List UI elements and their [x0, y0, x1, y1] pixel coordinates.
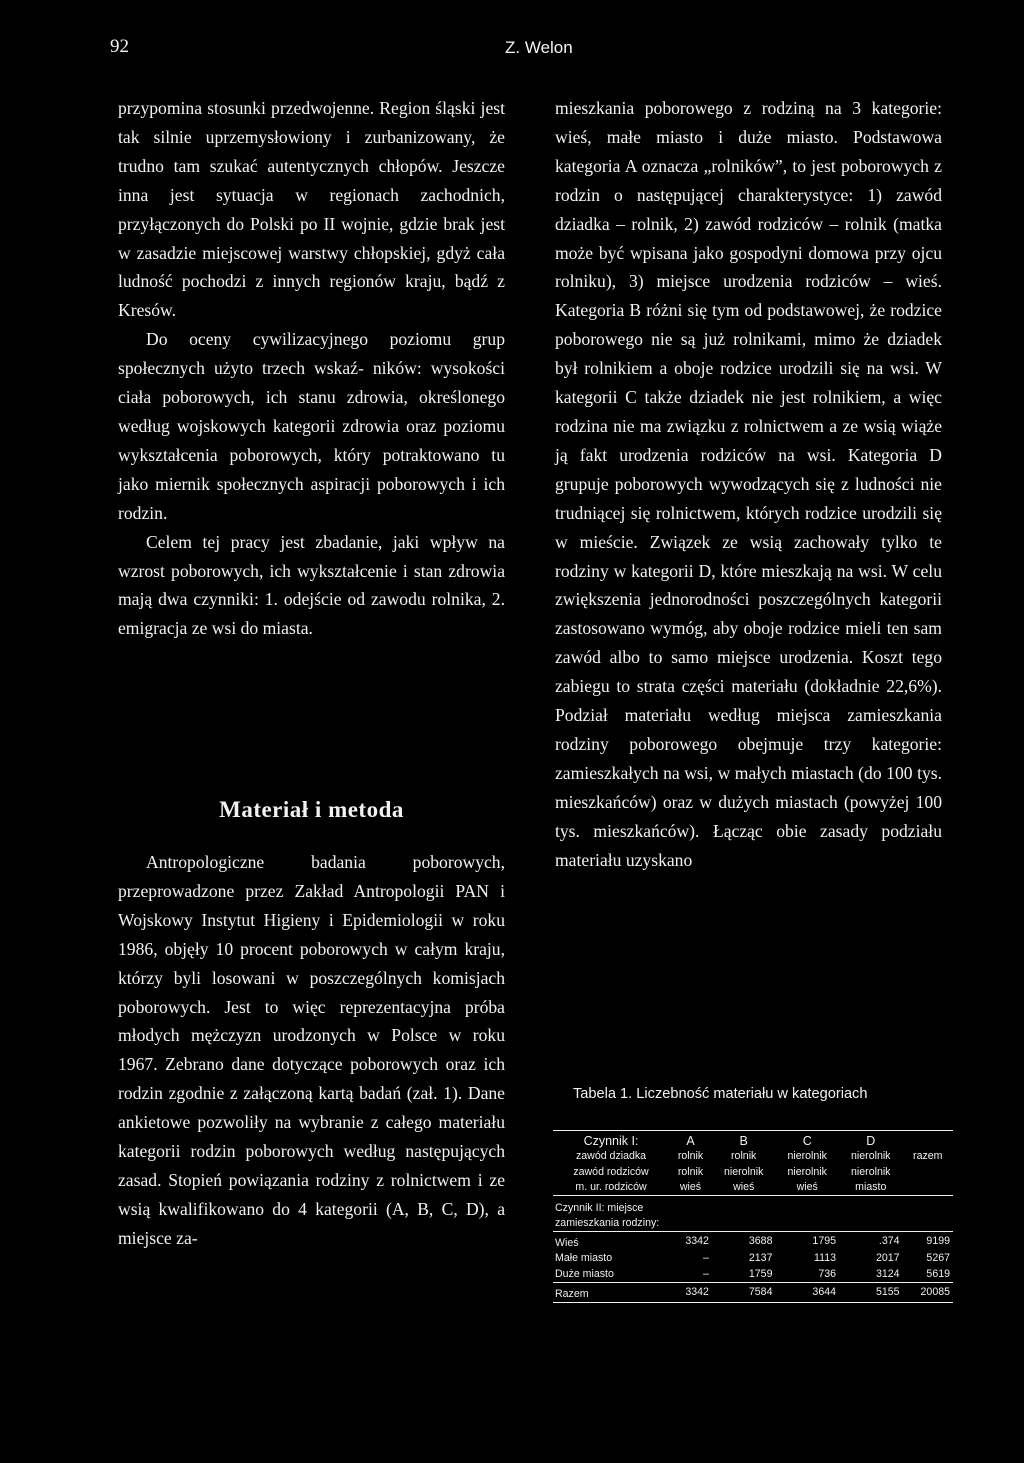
table-cell: wieś	[796, 1181, 818, 1194]
table-cell: rolnik	[731, 1150, 757, 1163]
right-column	[555, 94, 942, 874]
table-cell: 5619	[903, 1266, 953, 1282]
paragraph: Do oceny cywilizacyjnego poziomu grup społecznych użyto trzech wskaź- ników: wysokości ciała poborowych, ich stanu zdrowia, określonego według wojskowych kategorii zdrowia oraz poziomu wykształcenia poborowych, który potraktowano tu jako miernik społecznych aspiracji poborowych i ich rodzin.	[118, 329, 505, 523]
page-number: 92	[110, 36, 129, 57]
table-cell: Razem	[553, 1282, 669, 1303]
table-total-row	[553, 1282, 953, 1303]
table-cell: razem	[913, 1150, 943, 1163]
left-column	[118, 94, 505, 643]
table-cell: 3342	[669, 1282, 712, 1303]
table-header-row	[553, 1131, 953, 1149]
table-cell: B	[712, 1131, 776, 1149]
table-cell: Wieś	[553, 1232, 669, 1251]
table-cell: C	[775, 1131, 839, 1149]
table-cell: 3688	[712, 1232, 776, 1251]
table-cell: zawód dziadka	[575, 1150, 647, 1163]
paragraph: mieszkania poborowego z rodziną na 3 kategorie: wieś, małe miasto i duże miasto. Podstawowa kategoria A oznacza „rolników”, to jest poborowych z rodzin o następującej charakterystyce: 1) zawód dziadka – rolnik, 2) zawód rodziców – rolnik (matka może być wpisana jako gospodyni domowa przy ojcu rolniku), 3) miejsce urodzenia rodziców – wieś. Kategoria B różni się tym od podstawowej, że rodzice poborowego nie są już rolnikami, mimo że dziadek był rolnikiem a oboje rodzice urodzili się na wsi. W kategorii C także dziadek nie jest rolnikiem, a więc rodzina nie ma związku z rolnictwem a ze wsią wiąże ją fakt urodzenia rodziców na wsi. Kategoria D grupuje poborowych wywodzących się z ludności nie trudniącej się rolnictwem, których rodzice urodzili się w mieście. Związek ze wsią zachowały tylko te rodziny w kategorii D, które mieszkają na wsi. W celu zwiększenia jednorodności poszczególnych kategorii zastosowano wymóg, aby oboje rodzice mieli ten sam zawód albo to samo miejsce urodzenia. Koszt tego zabiegu to strata części materiału (dokładnie 22,6%). Podział materiału według miejsca zamieszkania rodziny poborowego obejmuje trzy kategorie: zamieszkałych na wsi, w małych miastach (do 100 tys. mieszkańców) oraz w dużych miastach (powyżej 100 tys. mieszkańców). Łącząc obie zasady podziału materiału uzyskano	[555, 98, 942, 870]
table-cell: 1795	[775, 1232, 839, 1251]
table-header-row	[553, 1149, 953, 1165]
table-cell: –	[703, 1252, 709, 1265]
table-cell: Czynnik II: miejsce	[553, 1196, 953, 1216]
table-cell: 7584	[712, 1282, 776, 1303]
table-cell: A	[669, 1131, 712, 1149]
table-cell	[903, 1164, 953, 1180]
table-cell: 5267	[926, 1252, 950, 1265]
table-cell: 1759	[712, 1266, 776, 1282]
table-cell	[903, 1180, 953, 1196]
paragraph: Celem tej pracy jest zbadanie, jaki wpływ na wzrost poborowych, ich wykształcenie i stan zdrowia mają dwa czynniki: 1. odejście od zawodu rolnika, 2. emigracja ze wsi do miasta.	[118, 531, 505, 639]
table-subheader-row	[553, 1216, 953, 1232]
table-cell: m. ur. rodziców	[575, 1181, 647, 1194]
table-cell: Czynnik I:	[553, 1131, 669, 1149]
table-cell: miasto	[855, 1181, 887, 1194]
table-cell: wieś	[733, 1181, 755, 1194]
table-cell: zawód rodziców	[573, 1165, 649, 1178]
section-heading: Materiał i metoda	[219, 797, 404, 822]
table-subheader-row	[553, 1196, 953, 1216]
table-cell: nierolnik	[851, 1150, 891, 1163]
table-cell: 3124	[839, 1266, 903, 1282]
table-cell: 3644	[775, 1282, 839, 1303]
table-cell: 9199	[903, 1232, 953, 1251]
paragraph: przypomina stosunki przedwojenne. Region śląski jest tak silnie uprzemysłowiony i zurbanizowany, że trudno tam szukać autentycznych chłopów. Jeszcze inna jest sytuacja w regionach zachodnich, przyłączonych do Polski po II wojnie, gdzie brak jest w zasadzie miejscowej warstwy chłopskiej, gdyż cała ludność pochodzi z innych regionów kraju, bądź z Kresów.	[118, 98, 505, 321]
data-table	[553, 1130, 953, 1303]
section-body	[118, 848, 505, 1253]
running-header-author: Z. Welon	[505, 38, 573, 57]
table-cell: D	[839, 1131, 903, 1149]
table-cell: wieś	[679, 1181, 702, 1194]
table-cell: 736	[775, 1266, 839, 1282]
table-cell: nierolnik	[723, 1165, 764, 1178]
paragraph: Antropologiczne badania poborowych, przeprowadzone przez Zakład Antropologii PAN i Wojskowy Instytut Higieny i Epidemiologii w roku 1986, objęły 10 procent poborowych w całym kraju, którzy byli losowani w poszczególnych komisjach poborowych. Jest to więc reprezentacyjna próba młodych mężczyzn urodzonych w Polsce w roku 1967. Zebrano dane dotyczące poborowych oraz ich rodzin zgodnie z załączoną kartą badań (zał. 1). Dane ankietowe pozwoliły na wybranie z całego materiału kategorii rodzin poborowych według następujących zasad. Stopień powiązania rodziny z rolnictwem i ze wsią kwalifikowano do 4 kategorii (A, B, C, D), a miejsce za-	[118, 852, 505, 1248]
table-cell	[903, 1131, 953, 1149]
table-cell: nierolnik	[787, 1165, 827, 1178]
table-cell: –	[669, 1266, 712, 1282]
table-cell: nierolnik	[787, 1150, 827, 1163]
table-cell: 2137	[748, 1252, 773, 1265]
table-cell: 5155	[839, 1282, 903, 1303]
table-cell: 1113	[814, 1252, 836, 1265]
table-cell: 2017	[875, 1252, 900, 1265]
table-cell: 20085	[903, 1282, 953, 1303]
table-cell: nierolnik	[851, 1165, 891, 1178]
table-cell: .374	[839, 1232, 903, 1251]
table-cell: rolnik	[677, 1165, 704, 1178]
table-header-row	[553, 1180, 953, 1196]
table-cell: 3342	[669, 1232, 712, 1251]
table-cell: zamieszkania rodziny:	[555, 1217, 660, 1230]
table-cell: rolnik	[677, 1150, 704, 1163]
table-cell: Małe miasto	[555, 1252, 613, 1265]
table-row	[553, 1251, 953, 1267]
table-row	[553, 1232, 953, 1251]
table-cell: Duże miasto	[553, 1266, 669, 1282]
table-header-row	[553, 1164, 953, 1180]
table-caption: Tabela 1. Liczebność materiału w kategoriach	[573, 1086, 868, 1102]
table-row	[553, 1266, 953, 1282]
